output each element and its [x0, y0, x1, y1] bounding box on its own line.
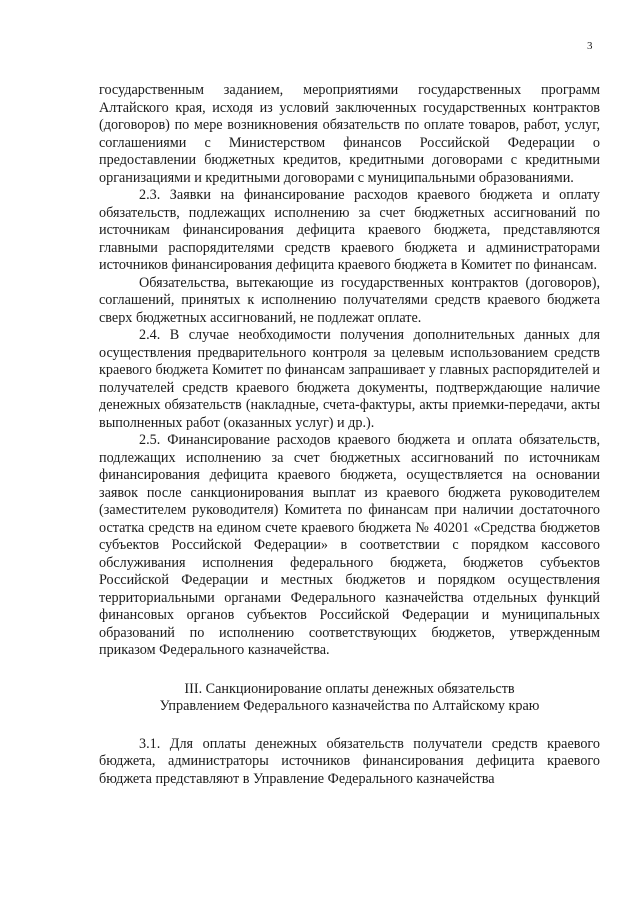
paragraph-2-4: 2.4. В случае необходимости получения дополнительных данных для осуществления предварительного контроля за целевым использованием средств краевого бюджета Комитет по финансам запрашивает у главных распорядителей и получателей средств краевого бюджета документы, подтверждающие наличие денежных обязательств (накладные, счета-фактуры, акты приемки-передачи, акты выполненных работ (оказанных услуг) и др.).	[99, 327, 600, 431]
section-heading-line-1: III. Санкционирование оплаты денежных обязательств	[184, 680, 515, 697]
paragraph-2-3: 2.3. Заявки на финансирование расходов краевого бюджета и оплату обязательств, подлежащих исполнению за счет бюджетных ассигнований по источникам финансирования дефицита краевого бюджета, представляются главными распорядителями средств краевого бюджета и администраторами источников финансирования дефицита краевого бюджета в Комитет по финансам.	[99, 187, 600, 273]
paragraph-continuation: государственным заданием, мероприятиями государственных программ Алтайского края, исходя из условий заключенных государственных контрактов (договоров) по мере возникновения обязательств по оплате товаров, работ, услуг, соглашениями с Министерством финансов Российской Федерации о предоставлении бюджетных кредитов, кредитными договорами с кредитными организациями и кредитными договорами с муниципальными образованиями.	[99, 82, 600, 186]
paragraph-2-5: 2.5. Финансирование расходов краевого бюджета и оплата обязательств, подлежащих исполнению за счет бюджетных ассигнований по источникам финансирования дефицита краевого бюджета, осуществляется на основании заявок после санкционирования выплат из краевого бюджета руководителем (заместителем руководителя) Комитета по финансам при наличии достаточного остатка средств на едином счете краевого бюджета № 40201 «Средства бюджетов субъектов Российской Федерации» в соответствии с порядком кассового обслуживания исполнения федерального бюджета, бюджетов субъектов Российской Федерации и местных бюджетов и порядком осуществления территориальными органами Федерального казначейства отдельных функций финансовых органов субъектов Российской Федерации и муниципальных образований по исполнению соответствующих бюджетов, утвержденным приказом Федерального казначейства.	[99, 432, 600, 658]
section-heading	[99, 681, 600, 716]
paragraph-obligations: Обязательства, вытекающие из государственных контрактов (договоров), соглашений, принятых к исполнению получателями средств краевого бюджета сверх бюджетных ассигнований, не подлежат оплате.	[99, 274, 600, 326]
section-heading-line-2: Управлением Федерального казначейства по Алтайскому краю	[159, 698, 540, 714]
document-body	[99, 82, 600, 788]
page-number: 3	[587, 40, 593, 52]
paragraph-3-1: 3.1. Для оплаты денежных обязательств получатели средств краевого бюджета, администраторы источников финансирования дефицита краевого бюджета представляют в Управление Федерального казначейства	[99, 735, 600, 787]
